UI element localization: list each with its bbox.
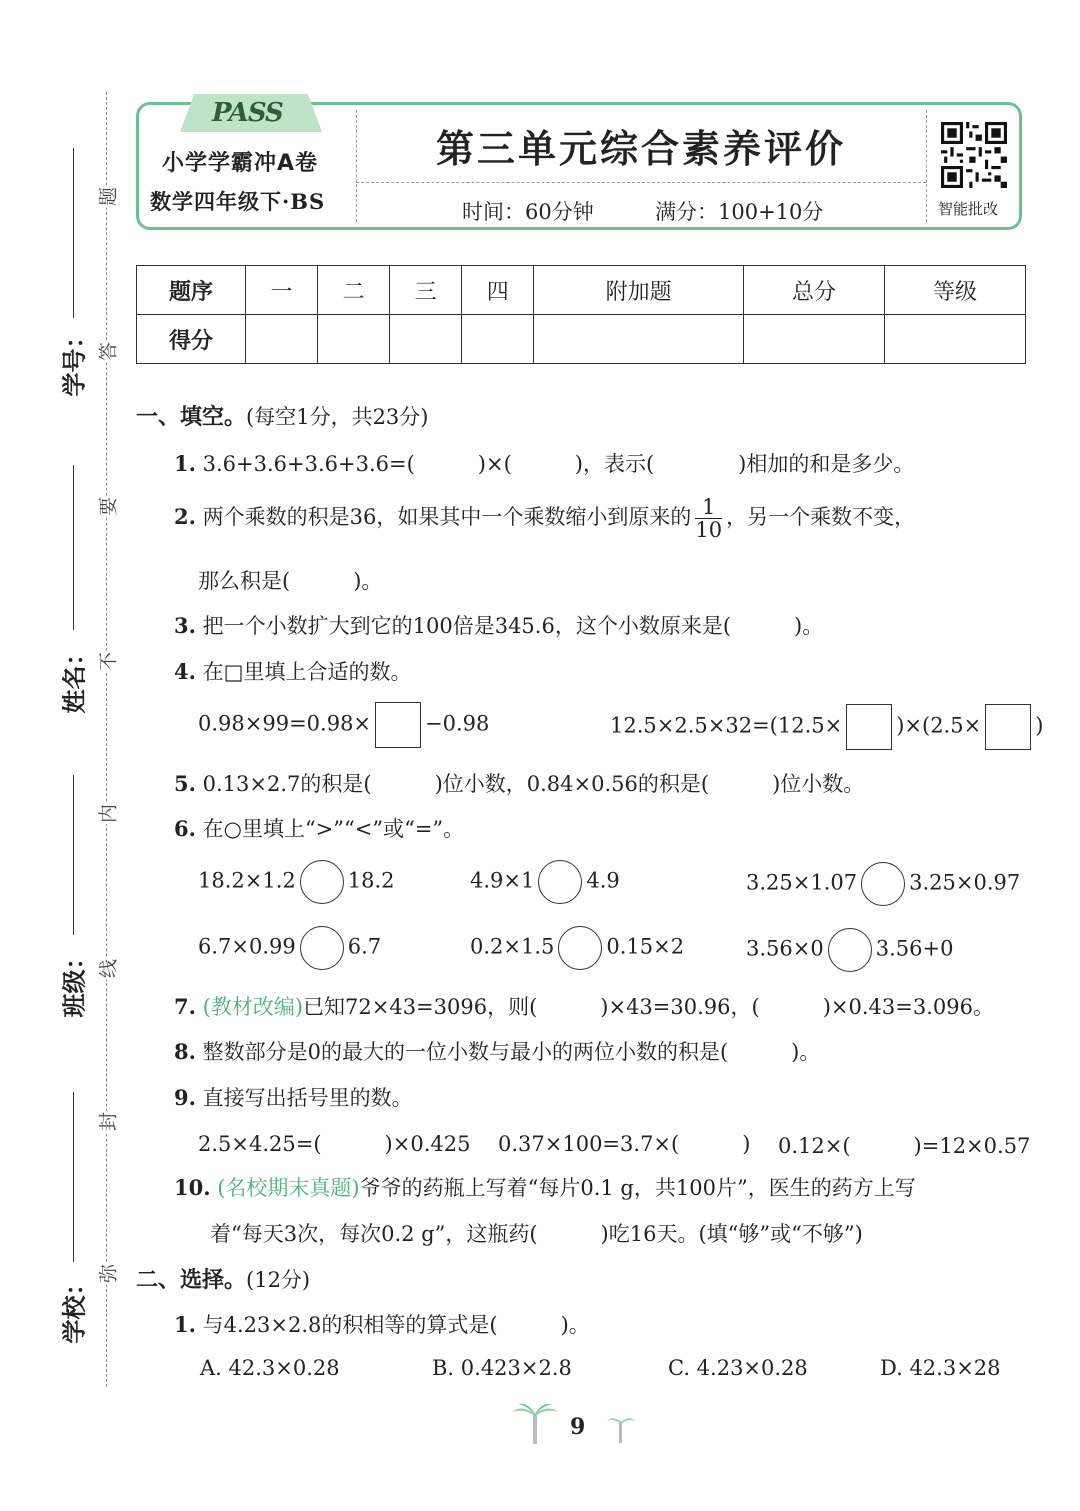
section-2-title: 二、选择。 bbox=[136, 1268, 247, 1293]
student-id-label: 学号： bbox=[60, 324, 89, 397]
question-text[interactable]: 已知72×43=3096，则( )×43=30.96，( )×0.43=3.096。 bbox=[303, 995, 994, 1019]
school-label: 学校： bbox=[60, 1271, 89, 1344]
compare-left: 3.25×1.07 bbox=[746, 870, 858, 895]
student-id-line bbox=[73, 148, 74, 318]
full-score: 满分：100+10分 bbox=[655, 200, 824, 224]
question-text[interactable]: 与4.23×2.8的积相等的算式是( )。 bbox=[202, 1313, 590, 1337]
compare-circle[interactable] bbox=[861, 862, 905, 906]
seal-char: 弥 bbox=[94, 1263, 121, 1285]
question-1-3 bbox=[174, 610, 823, 640]
seal-char: 线 bbox=[94, 958, 121, 980]
section-2-heading bbox=[136, 1263, 310, 1294]
seal-char: 内 bbox=[94, 803, 121, 825]
table-header-cell: 总分 bbox=[744, 266, 885, 315]
time-limit: 时间：60分钟 bbox=[462, 200, 594, 224]
answer-box[interactable] bbox=[985, 704, 1031, 750]
question-text[interactable]: 着“每天3次，每次0.2 g”，这瓶药( )吃16天。(填“够”或“不够”) bbox=[210, 1222, 863, 1246]
question-text: 在○里填上“>”“<”或“=”。 bbox=[202, 817, 465, 841]
compare-left: 6.7×0.99 bbox=[198, 934, 296, 959]
score-cell[interactable] bbox=[462, 315, 534, 364]
question-text: 爷爷的药瓶上写着“每片0.1 g，共100片”，医生的药方上写 bbox=[359, 1176, 916, 1200]
compare-right: 3.56+0 bbox=[875, 936, 954, 961]
name-line bbox=[73, 465, 74, 630]
expression: )×(2.5× bbox=[896, 713, 982, 738]
fraction-numerator: 1 bbox=[695, 496, 722, 519]
compare-circle[interactable] bbox=[300, 926, 344, 970]
score-cell[interactable] bbox=[534, 315, 744, 364]
score-cell[interactable] bbox=[744, 315, 885, 364]
choice-option-b[interactable]: B. 0.423×2.8 bbox=[432, 1356, 572, 1380]
compare-item bbox=[470, 860, 620, 904]
question-number: 4. bbox=[174, 659, 196, 684]
table-row bbox=[137, 315, 1026, 364]
compare-right: 18.2 bbox=[347, 868, 395, 893]
question-number: 8. bbox=[174, 1039, 196, 1064]
table-header-cell: 四 bbox=[462, 266, 534, 315]
compare-item bbox=[746, 928, 953, 972]
question-text: 在□里填上合适的数。 bbox=[202, 660, 412, 684]
question-number: 7. bbox=[174, 994, 196, 1019]
question-text: ，另一个乘数不变， bbox=[726, 505, 916, 530]
compare-item bbox=[470, 926, 684, 970]
question-text[interactable]: 0.13×2.7的积是( )位小数，0.84×0.56的积是( )位小数。 bbox=[202, 772, 865, 796]
answer-box[interactable] bbox=[375, 702, 421, 748]
score-cell[interactable] bbox=[885, 315, 1026, 364]
compare-item bbox=[198, 860, 395, 904]
fill-item[interactable]: 0.37×100=3.7×( ) bbox=[498, 1132, 751, 1156]
table-row-header: 得分 bbox=[137, 315, 246, 364]
compare-item bbox=[198, 926, 381, 970]
seal-char: 答 bbox=[94, 341, 121, 363]
fraction bbox=[695, 496, 722, 541]
question-text[interactable]: 整数部分是0的最大的一位小数与最小的两位小数的积是( )。 bbox=[202, 1040, 821, 1064]
choice-option-d[interactable]: D. 42.3×28 bbox=[880, 1356, 1001, 1380]
question-1-2-cont bbox=[198, 565, 382, 595]
compare-left: 4.9×1 bbox=[470, 868, 535, 893]
question-1-6 bbox=[174, 813, 464, 843]
qr-label: 智能批改 bbox=[938, 200, 999, 218]
question-number: 6. bbox=[174, 816, 196, 841]
question-1-5 bbox=[174, 768, 864, 798]
compare-circle[interactable] bbox=[558, 926, 602, 970]
score-cell[interactable] bbox=[246, 315, 318, 364]
section-1-title: 一、填空。 bbox=[136, 405, 247, 430]
question-text[interactable]: 3.6+3.6+3.6+3.6=( )×( )，表示( )相加的和是多少。 bbox=[202, 452, 915, 476]
question-1-8 bbox=[174, 1036, 820, 1066]
question-text[interactable]: 把一个小数扩大到它的100倍是345.6，这个小数原来是( )。 bbox=[202, 614, 824, 638]
seal-char: 题 bbox=[94, 186, 121, 208]
fill-item[interactable]: 2.5×4.25=( )×0.425 bbox=[198, 1132, 471, 1156]
question-text: 两个乘数的积是36，如果其中一个乘数缩小到原来的 bbox=[202, 505, 692, 530]
compare-right: 3.25×0.97 bbox=[909, 870, 1021, 895]
compare-circle[interactable] bbox=[300, 860, 344, 904]
question-1-1 bbox=[174, 448, 914, 478]
question-number: 3. bbox=[174, 613, 196, 638]
question-1-4-left bbox=[198, 702, 489, 748]
compare-right: 4.9 bbox=[586, 868, 620, 893]
question-text: 直接写出括号里的数。 bbox=[202, 1086, 413, 1110]
question-number: 2. bbox=[174, 504, 196, 530]
class-label: 班级： bbox=[60, 945, 89, 1018]
section-1-heading bbox=[136, 400, 428, 431]
source-tag: (教材改编) bbox=[202, 995, 304, 1019]
expression: 12.5×2.5×32=(12.5× bbox=[610, 713, 843, 738]
section-1-note: (每空1分，共23分) bbox=[246, 405, 429, 429]
question-1-4 bbox=[174, 656, 411, 686]
question-1-10 bbox=[174, 1172, 916, 1202]
expression: ) bbox=[1035, 713, 1044, 738]
seal-char: 要 bbox=[94, 496, 121, 518]
question-number: 1. bbox=[174, 1312, 196, 1337]
question-1-7 bbox=[174, 991, 994, 1021]
question-number: 5. bbox=[174, 771, 196, 796]
compare-right: 0.15×2 bbox=[606, 934, 685, 959]
choice-option-a[interactable]: A. 42.3×0.28 bbox=[200, 1356, 340, 1380]
header-divider bbox=[356, 182, 926, 183]
header-divider bbox=[926, 110, 927, 222]
qr-code-icon[interactable] bbox=[941, 122, 1007, 188]
table-header-cell: 一 bbox=[246, 266, 318, 315]
series-name: 小学学霸冲A卷 bbox=[162, 151, 319, 176]
choice-option-c[interactable]: C. 4.23×0.28 bbox=[668, 1356, 808, 1380]
table-header-cell: 等级 bbox=[885, 266, 1026, 315]
expression: 0.98×99=0.98× bbox=[198, 711, 372, 736]
source-tag: (名校期末真题) bbox=[217, 1176, 360, 1200]
compare-right: 6.7 bbox=[347, 934, 382, 959]
score-table bbox=[136, 265, 1026, 364]
palm-tree-icon bbox=[606, 1412, 636, 1444]
question-1-10-cont bbox=[210, 1218, 863, 1248]
compare-left: 3.56×0 bbox=[746, 936, 824, 961]
seal-char: 不 bbox=[94, 651, 121, 673]
school-line bbox=[73, 1092, 74, 1262]
name-label: 姓名： bbox=[60, 641, 89, 714]
score-cell[interactable] bbox=[318, 315, 390, 364]
question-number: 9. bbox=[174, 1085, 196, 1110]
question-2-1 bbox=[174, 1309, 590, 1339]
question-1-2 bbox=[174, 496, 915, 541]
compare-circle[interactable] bbox=[828, 928, 872, 972]
compare-left: 18.2×1.2 bbox=[198, 868, 296, 893]
page-title: 第三单元综合素养评价 bbox=[435, 127, 846, 171]
compare-circle[interactable] bbox=[538, 860, 582, 904]
table-row-header: 题序 bbox=[137, 266, 246, 315]
score-cell[interactable] bbox=[390, 315, 462, 364]
question-text[interactable]: 那么积是( )。 bbox=[198, 569, 383, 593]
table-row bbox=[137, 266, 1026, 315]
question-1-4-right bbox=[610, 704, 1043, 750]
brand-logo: PASS bbox=[212, 98, 283, 128]
fraction-denominator: 10 bbox=[695, 518, 723, 543]
seal-char: 封 bbox=[94, 1111, 121, 1133]
compare-left: 0.2×1.5 bbox=[470, 934, 555, 959]
section-2-note: (12分) bbox=[246, 1268, 311, 1292]
question-number: 1. bbox=[174, 451, 196, 476]
expression: −0.98 bbox=[425, 711, 490, 736]
fill-item[interactable]: 0.12×( )=12×0.57 bbox=[778, 1134, 1031, 1158]
answer-box[interactable] bbox=[846, 704, 892, 750]
palm-tree-icon bbox=[510, 1400, 560, 1446]
question-1-9 bbox=[174, 1082, 413, 1112]
class-line bbox=[73, 775, 74, 935]
table-header-cell: 三 bbox=[390, 266, 462, 315]
page-number: 9 bbox=[570, 1414, 586, 1440]
table-header-cell: 二 bbox=[318, 266, 390, 315]
subject-grade: 数学四年级下·BS bbox=[150, 189, 326, 214]
binding-dotted-line bbox=[106, 92, 107, 1387]
compare-item bbox=[746, 862, 1020, 906]
table-header-cell: 附加题 bbox=[534, 266, 744, 315]
question-number: 10. bbox=[174, 1175, 211, 1200]
